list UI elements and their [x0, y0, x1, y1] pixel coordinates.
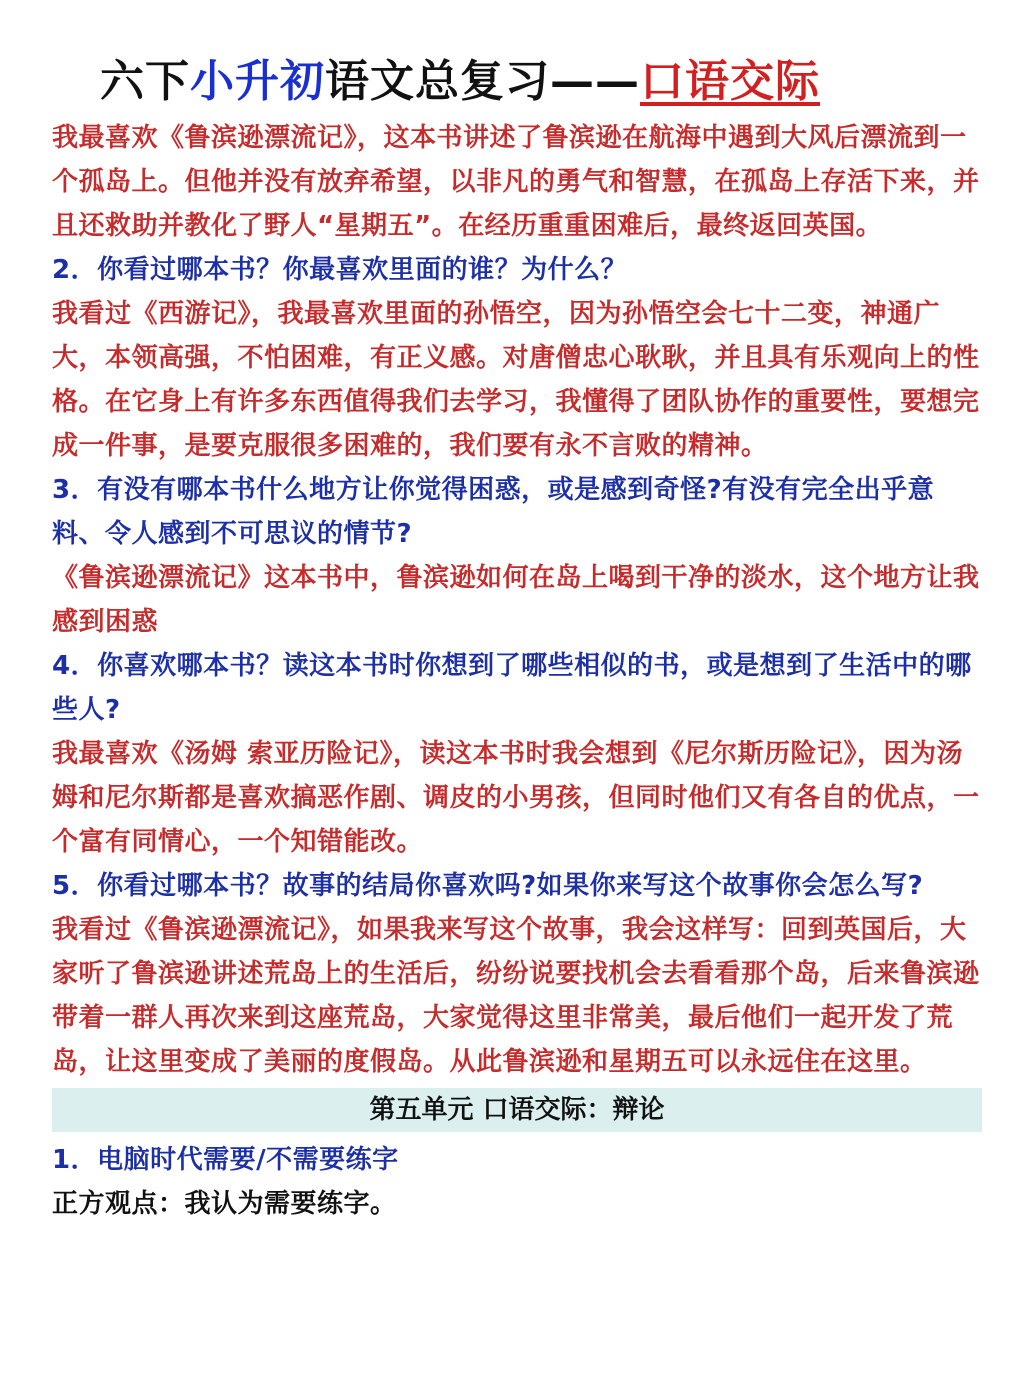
- content-body: [52, 116, 982, 1226]
- title-part-subject: 语文总复习——: [325, 56, 640, 107]
- question-3: 3．有没有哪本书什么地方让你觉得困惑，或是感到奇怪?有没有完全出乎意料、令人感到不可思议的情节?: [52, 475, 935, 549]
- pro-viewpoint: 正方观点：我认为需要练字。: [52, 1189, 397, 1219]
- question-4: 4．你喜欢哪本书？读这本书时你想到了哪些相似的书，或是想到了生活中的哪些人?: [52, 651, 972, 725]
- title-part-grade: 六下: [100, 56, 190, 107]
- answer-paragraph-5: 我看过《鲁滨逊漂流记》，如果我来写这个故事，我会这样写：回到英国后，大家听了鲁滨逊讲述荒岛上的生活后，纷纷说要找机会去看看那个岛，后来鲁滨逊带着一群人再次来到这座荒岛，大家觉得这里非常美，最后他们一起开发了荒岛，让这里变成了美丽的度假岛。从此鲁滨逊和星期五可以永远住在这里。: [52, 915, 980, 1077]
- title-part-topic: 口语交际: [640, 56, 820, 107]
- question-5: 5．你看过哪本书？故事的结局你喜欢吗?如果你来写这个故事你会怎么写?: [52, 871, 924, 901]
- page-title: [100, 52, 820, 112]
- question-2: 2．你看过哪本书？你最喜欢里面的谁？为什么？: [52, 255, 628, 285]
- answer-paragraph-1: 我最喜欢《鲁滨逊漂流记》，这本书讲述了鲁滨逊在航海中遇到大风后漂流到一个孤岛上。但他并没有放弃希望，以非凡的勇气和智慧，在孤岛上存活下来，并且还救助并教化了野人“星期五”。在经历重重困难后，最终返回英国。: [52, 123, 980, 241]
- unit-heading-bar: 第五单元 口语交际：辩论: [52, 1088, 982, 1132]
- title-part-level: 小升初: [190, 56, 325, 107]
- answer-paragraph-2: 我看过《西游记》，我最喜欢里面的孙悟空，因为孙悟空会七十二变，神通广大，本领高强，不怕困难，有正义感。对唐僧忠心耿耿，并且具有乐观向上的性格。在它身上有许多东西值得我们去学习，我懂得了团队协作的重要性，要想完成一件事，是要克服很多困难的，我们要有永不言败的精神。: [52, 299, 980, 461]
- answer-paragraph-3: 《鲁滨逊漂流记》这本书中，鲁滨逊如何在岛上喝到干净的淡水，这个地方让我感到困惑: [52, 563, 980, 637]
- answer-paragraph-4: 我最喜欢《汤姆 索亚历险记》，读这本书时我会想到《尼尔斯历险记》，因为汤姆和尼尔斯都是喜欢搞恶作剧、调皮的小男孩，但同时他们又有各自的优点，一个富有同情心，一个知错能改。: [52, 739, 980, 857]
- debate-question-1: 1．电脑时代需要/不需要练字: [52, 1145, 399, 1175]
